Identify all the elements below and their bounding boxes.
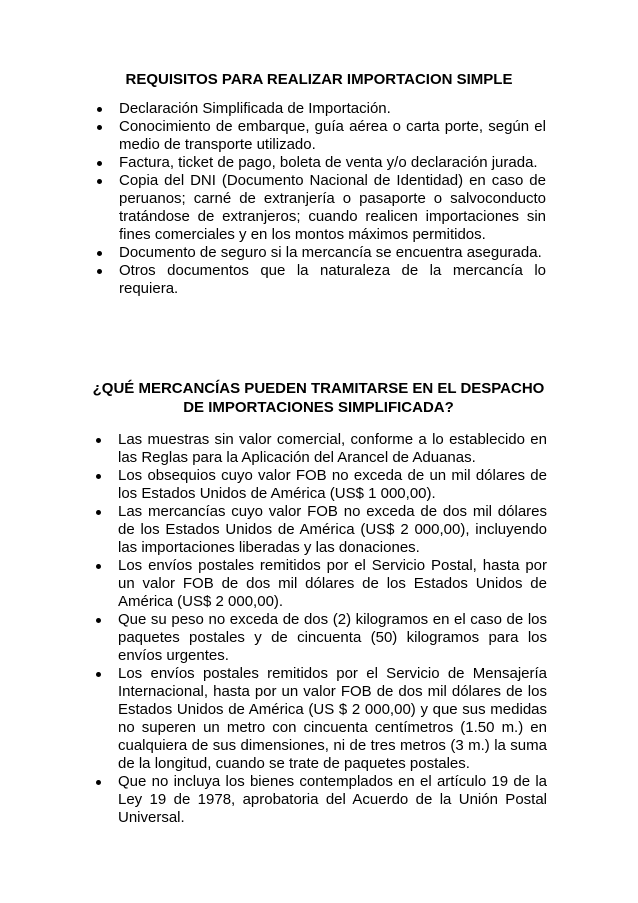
list-item	[119, 262, 546, 298]
list-item-text: Las mercancías cuyo valor FOB no exceda de dos mil dólares de los Estados Unidos de América (US$ 2 000,00), incluyendo las importaciones liberadas y las donaciones.	[118, 503, 547, 556]
bullet-icon	[96, 780, 101, 785]
list-item-text: Las muestras sin valor comercial, conforme a lo establecido en las Reglas para la Aplicación del Arancel de Aduanas.	[118, 431, 547, 466]
section-title-line2: DE IMPORTACIONES SIMPLIFICADA?	[183, 399, 454, 416]
bullet-icon	[96, 564, 101, 569]
requisitos-list	[119, 100, 546, 298]
list-item-text: Los envíos postales remitidos por el Servicio de Mensajería Internacional, hasta por un valor FOB de dos mil dólares de los Estados Unidos de América (US $ 2 000,00) y que sus medidas no superen un metro con cincuenta centímetros (1.50 m.) en cualquiera de sus dimensiones, ni de tres metros (3 m.) la suma de la longitud, cuando se trate de paquetes postales.	[118, 665, 547, 772]
bullet-icon	[96, 618, 101, 623]
list-item	[118, 503, 547, 557]
section-title-mercancias	[90, 379, 547, 417]
mercancias-list	[118, 431, 547, 827]
list-item	[118, 773, 547, 827]
list-item	[119, 244, 546, 262]
bullet-icon	[97, 107, 102, 112]
bullet-icon	[96, 438, 101, 443]
bullet-icon	[96, 474, 101, 479]
bullet-icon	[96, 672, 101, 677]
list-item	[118, 557, 547, 611]
list-item	[119, 100, 546, 118]
bullet-icon	[97, 179, 102, 184]
list-item	[118, 467, 547, 503]
bullet-icon	[97, 251, 102, 256]
list-item-text: Declaración Simplificada de Importación.	[119, 100, 391, 117]
bullet-icon	[97, 161, 102, 166]
section-title-line1: ¿QUÉ MERCANCÍAS PUEDEN TRAMITARSE EN EL DESPACHO	[92, 380, 545, 397]
list-item-text: Copia del DNI (Documento Nacional de Identidad) en caso de peruanos; carné de extranjería o pasaporte o salvoconducto tratándose de extranjeros; cuando realicen importaciones sin fines comerciales y en los montos máximos permitidos.	[119, 172, 546, 243]
bullet-icon	[97, 125, 102, 130]
list-item-text: Factura, ticket de pago, boleta de venta y/o declaración jurada.	[119, 154, 538, 171]
list-item	[119, 154, 546, 172]
list-item-text: Otros documentos que la naturaleza de la mercancía lo requiera.	[119, 262, 546, 297]
list-item-text: Conocimiento de embarque, guía aérea o carta porte, según el medio de transporte utilizado.	[119, 118, 546, 153]
bullet-icon	[96, 510, 101, 515]
list-item-text: Los obsequios cuyo valor FOB no exceda de un mil dólares de los Estados Unidos de América (US$ 1 000,00).	[118, 467, 547, 502]
list-item-text: Que su peso no exceda de dos (2) kilogramos en el caso de los paquetes postales y de cincuenta (50) kilogramos para los envíos urgentes.	[118, 611, 547, 664]
list-item-text: Los envíos postales remitidos por el Servicio Postal, hasta por un valor FOB de dos mil dólares de los Estados Unidos de América (US$ 2 000,00).	[118, 557, 547, 610]
list-item	[119, 118, 546, 154]
list-item	[118, 431, 547, 467]
list-item-text: Documento de seguro si la mercancía se encuentra asegurada.	[119, 244, 542, 261]
section-title-requisitos: REQUISITOS PARA REALIZAR IMPORTACION SIMPLE	[125, 71, 513, 88]
list-item	[118, 611, 547, 665]
list-item	[118, 665, 547, 773]
list-item-text: Que no incluya los bienes contemplados en el artículo 19 de la Ley 19 de 1978, aprobatoria del Acuerdo de la Unión Postal Universal.	[118, 773, 547, 826]
list-item	[119, 172, 546, 244]
bullet-icon	[97, 269, 102, 274]
